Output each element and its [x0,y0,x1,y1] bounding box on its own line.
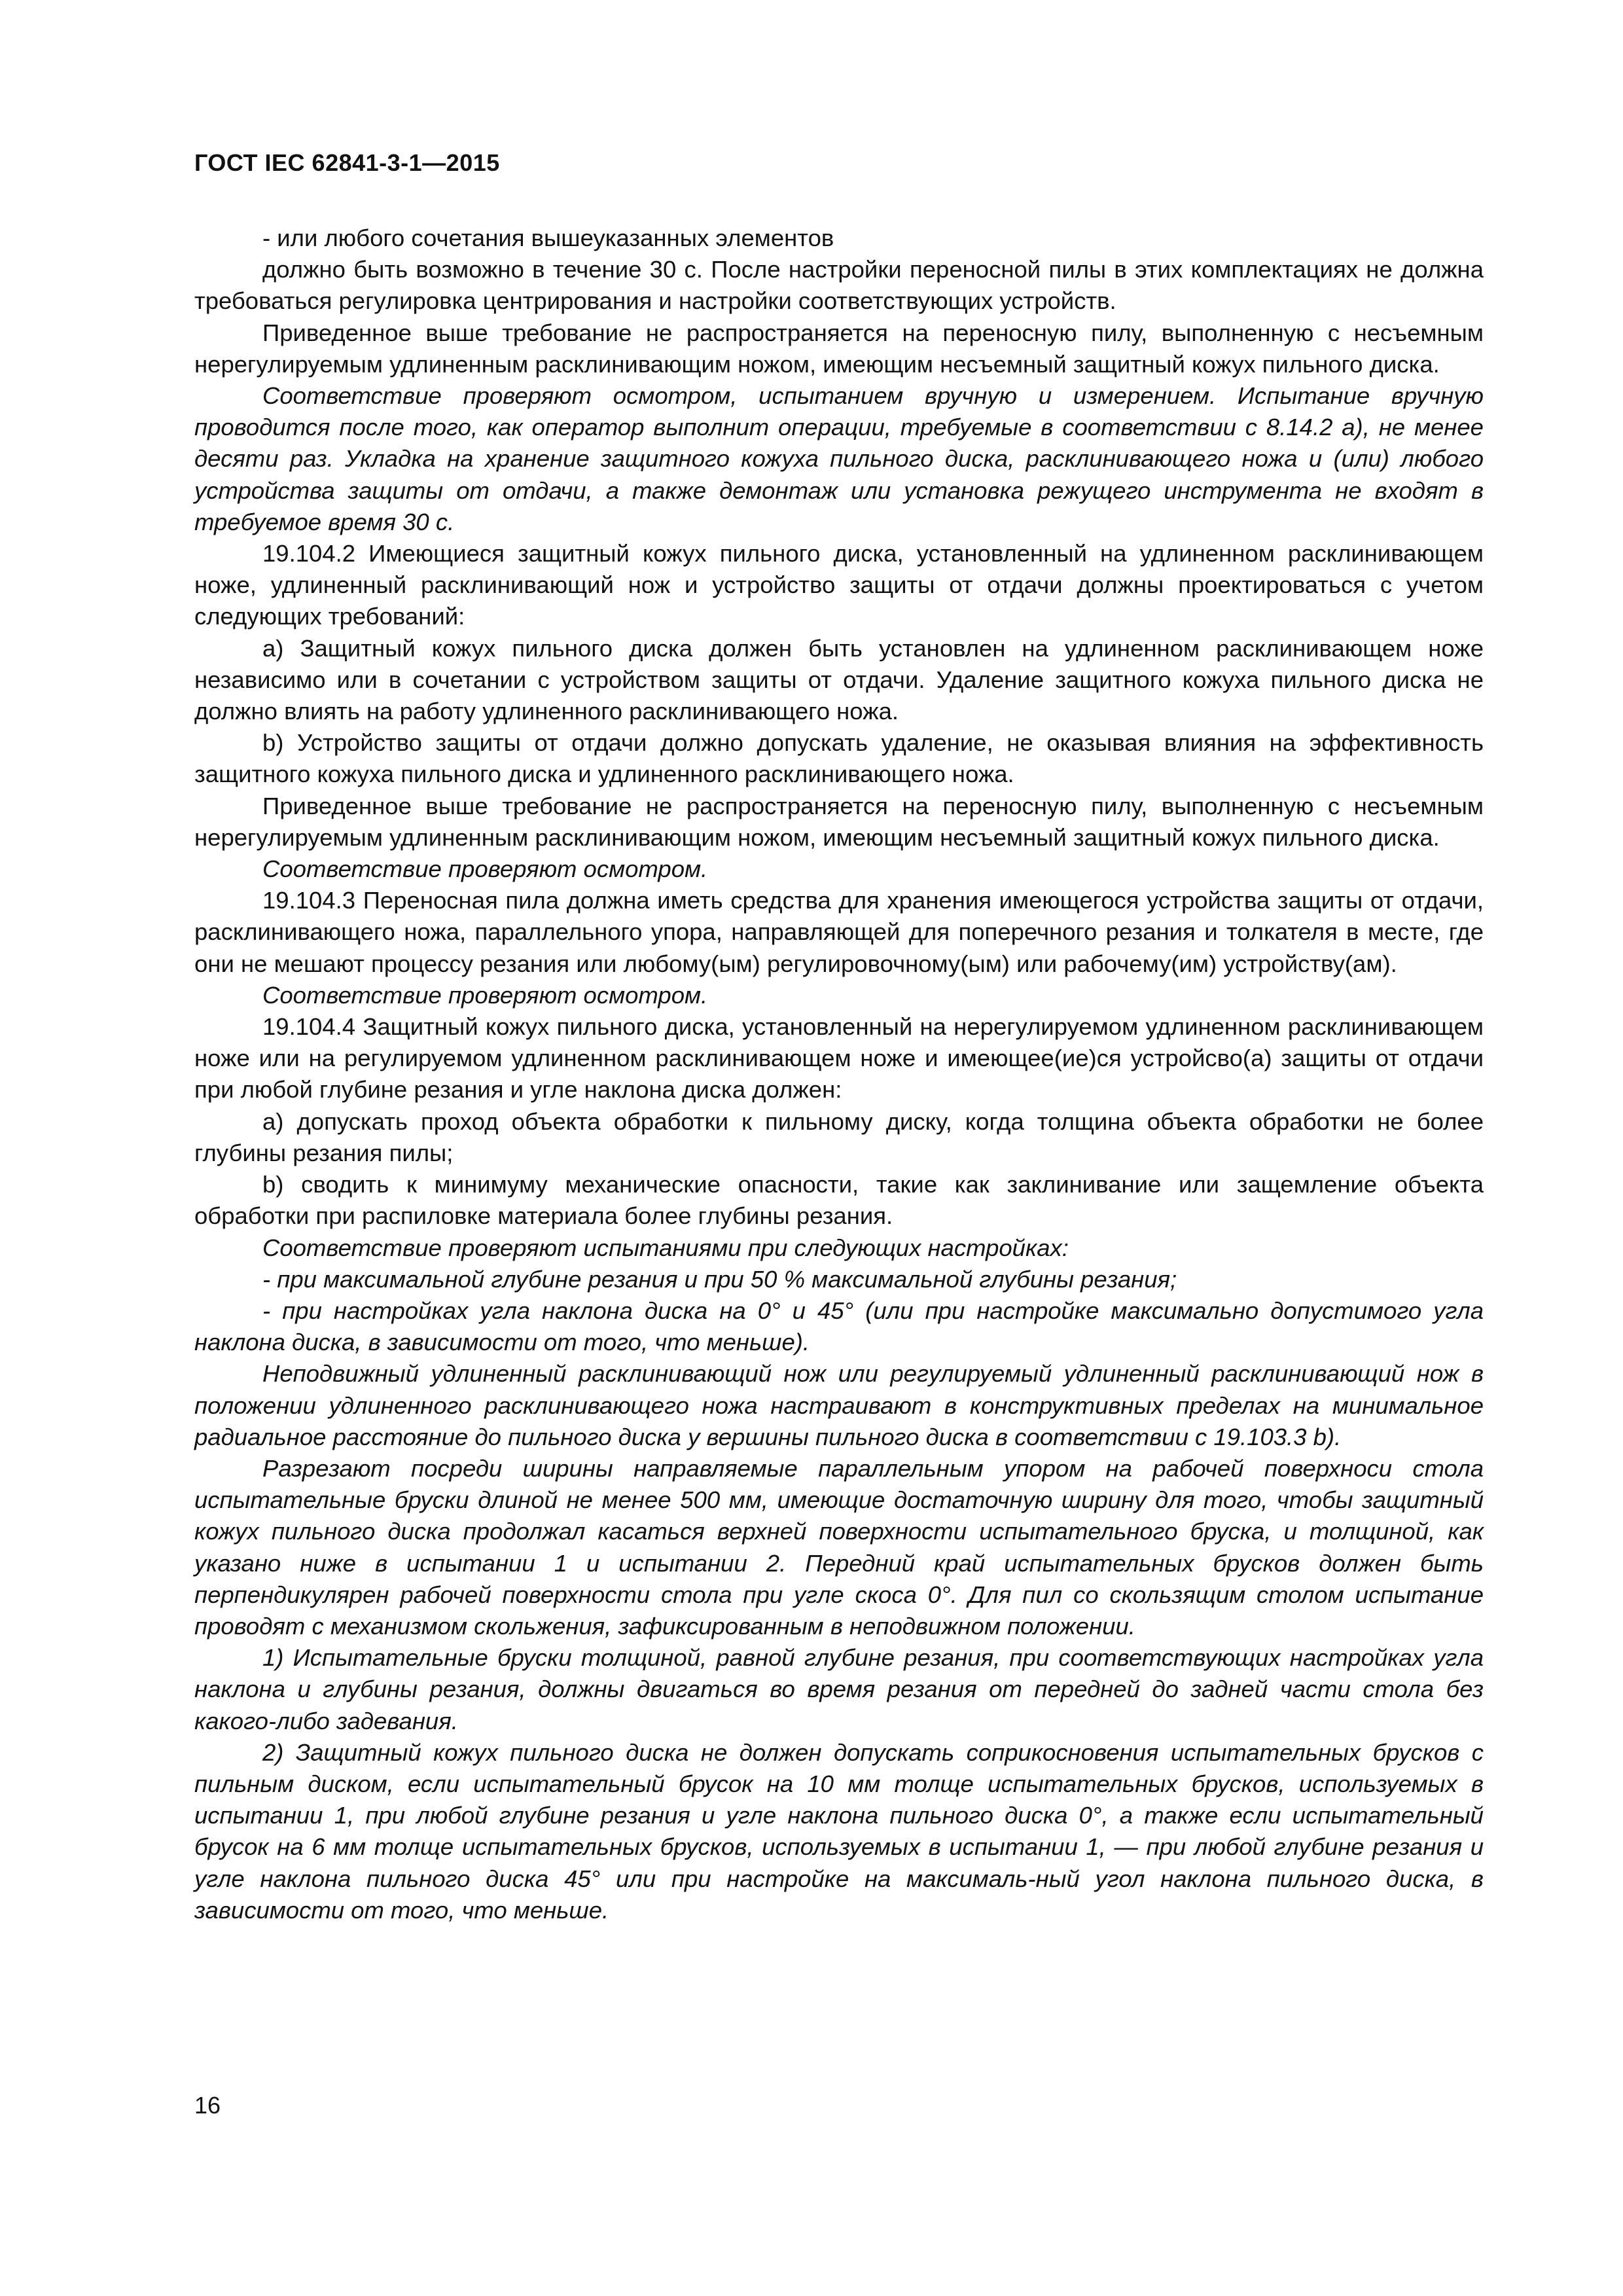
paragraph-italic: Соответствие проверяют осмотром. [262,981,708,1009]
document-body [194,223,1484,1926]
paragraph: 19.104.4 Защитный кожух пильного диска, установленный на нерегулируемом удлиненном расклинивающем ноже или на регулируемом удлиненном расклинивающем ноже и имеющее(ие)ся устройсво(а) защиты от отдачи при любой глубине резания и угле наклона диска должен: [194,1013,1484,1103]
paragraph: a) допускать проход объекта обработки к пильному диску, когда толщина объекта обработки не более глубины резания пилы; [194,1107,1484,1166]
paragraph: b) сводить к минимуму механические опасности, такие как заклинивание или защемление объекта обработки при распиловке материала более глубины резания. [194,1171,1484,1230]
paragraph-italic: Соответствие проверяют осмотром, испытанием вручную и измерением. Испытание вручную проводится после того, как оператор выполнит операции, требуемые в соответствии с 8.14.2 а), не менее десяти раз. Укладка на хранение защитного кожуха пильного диска, расклинивающего ножа и (или) любого устройства защиты от отдачи, а также демонтаж или установка режущего инструмента не входят в требуемое время 30 с. [194,382,1484,535]
page-number: 16 [194,2092,221,2119]
paragraph-italic: - при настройках угла наклона диска на 0° и 45° (или при настройке максимально допустимого угла наклона диска, в зависимости от того, что меньше). [194,1297,1484,1356]
paragraph: Приведенное выше требование не распространяется на переносную пилу, выполненную с несъемным нерегулируемым удлиненным расклинивающим ножом, имеющим несъемный защитный кожух пильного диска. [194,792,1484,851]
paragraph-italic: Разрезают посреди ширины направляемые параллельным упором на рабочей поверхноси стола испытательные бруски длиной не менее 500 мм, имеющие достаточную ширину для того, чтобы защитный кожух пильного диска продолжал касаться верхней поверхности испытательного бруска, и толщиной, как указано ниже в испытании 1 и испытании 2. Передний край испытательных брусков должен быть перпендикулярен рабочей поверхности стола при угле скоса 0°. Для пил со скользящим столом испытание проводят с механизмом скольжения, зафиксированным в неподвижном положении. [194,1454,1484,1640]
document-header: ГОСТ IEC 62841-3-1—2015 [194,149,500,176]
paragraph: a) Защитный кожух пильного диска должен быть установлен на удлиненном расклинивающем ноже независимо или в сочетании с устройством защиты от отдачи. Удаление защитного кожуха пильного диска не должно влиять на работу удлиненного расклинивающего ножа. [194,634,1484,725]
paragraph: должно быть возможно в течение 30 с. После настройки переносной пилы в этих комплектациях не должна требоваться регулировка центрирования и настройки соответствующих устройств. [194,256,1484,315]
paragraph-italic: Неподвижный удлиненный расклинивающий нож или регулируемый удлиненный расклинивающий нож в положении удлиненного расклинивающего ножа настраивают в конструктивных пределах на минимальное радиальное расстояние до пильного диска у вершины пильного диска в соответствии с 19.103.3 b). [194,1360,1484,1450]
paragraph-italic: Соответствие проверяют осмотром. [262,855,708,883]
paragraph: Приведенное выше требование не распространяется на переносную пилу, выполненную с несъемным нерегулируемым удлиненным расклинивающим ножом, имеющим несъемный защитный кожух пильного диска. [194,319,1484,378]
paragraph-italic: 2) Защитный кожух пильного диска не должен допускать соприкосновения испытательных брусков с пильным диском, если испытательный брусок на 10 мм толще испытательных брусков, используемых в испытании 1, при любой глубине резания и угле наклона пильного диска 0°, а также если испытательный брусок на 6 мм толще испытательных брусков, используемых в испытании 1, — при любой глубине резания и угле наклона пильного диска 45° или при настройке на максималь-ный угол наклона пильного диска, в зависимости от того, что меньше. [194,1738,1484,1924]
paragraph: - или любого сочетания вышеуказанных элементов [262,224,834,251]
paragraph: 19.104.2 Имеющиеся защитный кожух пильного диска, установленный на удлиненном расклинивающем ноже, удлиненный расклинивающий нож и устройство защиты от отдачи должны проектироваться с учетом следующих требований: [194,540,1484,630]
paragraph: b) Устройство защиты от отдачи должно допускать удаление, не оказывая влияния на эффективность защитного кожуха пильного диска и удлиненного расклинивающего ножа. [194,729,1484,788]
paragraph: 19.104.3 Переносная пила должна иметь средства для хранения имеющегося устройства защиты от отдачи, расклинивающего ножа, параллельного упора, направляющей для поперечного резания и толкателя в месте, где они не мешают процессу резания или любому(ым) регулировочному(ым) или рабочему(им) устройству(ам). [194,887,1484,977]
paragraph-italic: 1) Испытательные бруски толщиной, равной глубине резания, при соответствующих настройках угла наклона и глубины резания, должны двигаться во время резания от передней до задней части стола без какого-либо задевания. [194,1644,1484,1734]
paragraph-italic: - при максимальной глубине резания и при 50 % максимальной глубины резания; [262,1265,1177,1293]
paragraph-italic: Соответствие проверяют испытаниями при следующих настройках: [262,1234,1069,1261]
